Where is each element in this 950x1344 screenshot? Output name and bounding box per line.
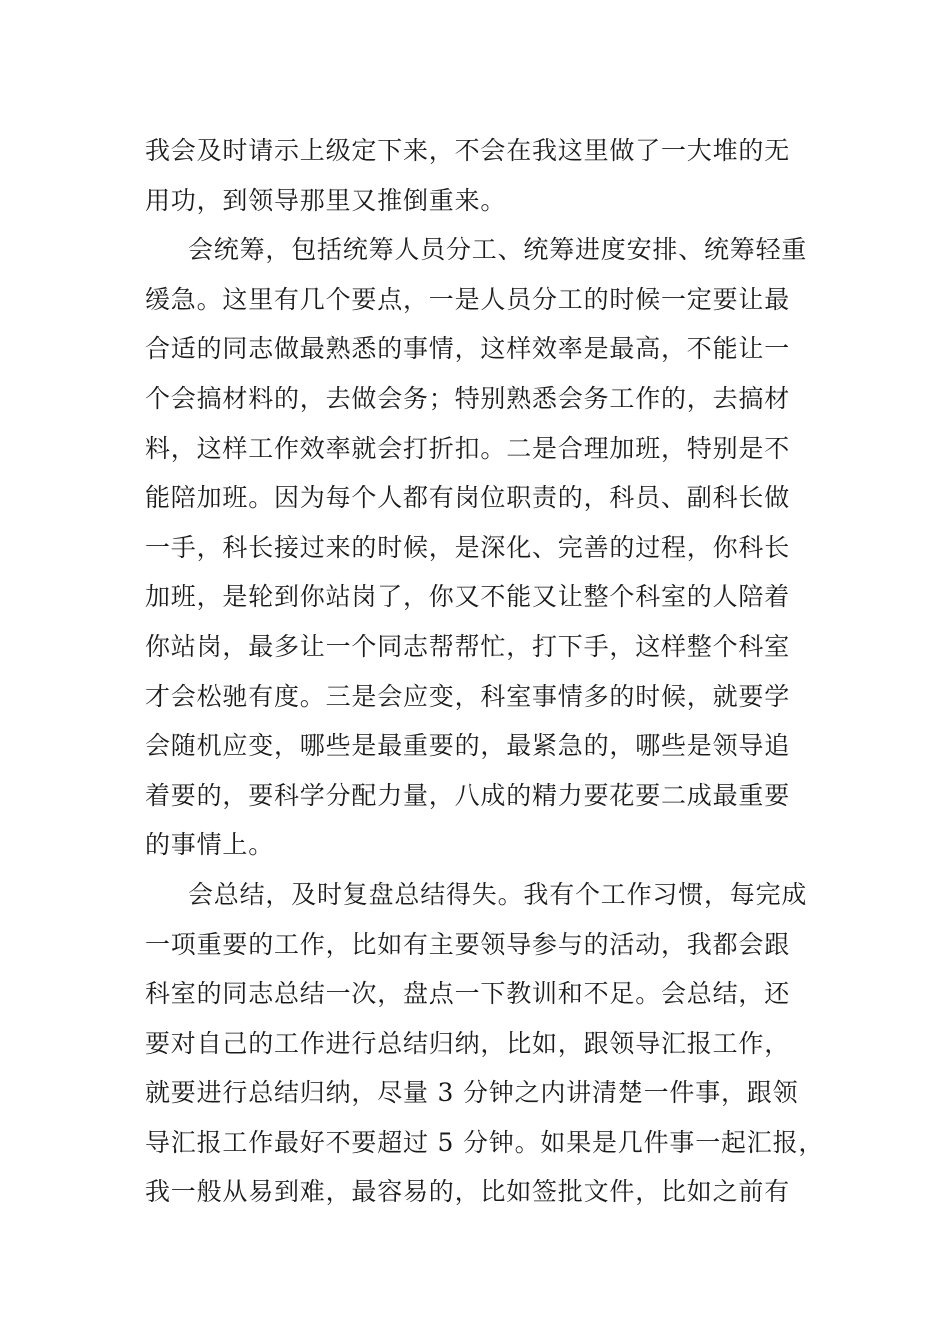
text-line: 要对自己的工作进行总结归纳，比如，跟领导汇报工作， [145, 1028, 791, 1058]
text-line: 缓急。这里有几个要点，一是人员分工的时候一定要让最 [145, 284, 791, 314]
text-line: 你站岗，最多让一个同志帮帮忙，打下手，这样整个科室 [145, 631, 791, 661]
text-line: 我一般从易到难，最容易的，比如签批文件，比如之前有 [145, 1177, 791, 1207]
text-line: 导汇报工作最好不要超过 5 分钟。如果是几件事一起汇报， [145, 1127, 825, 1157]
text-line: 合适的同志做最熟悉的事情，这样效率是最高，不能让一 [145, 334, 791, 364]
text-line: 个会搞材料的，去做会务；特别熟悉会务工作的，去搞材 [145, 383, 791, 413]
text-line: 加班，是轮到你站岗了，你又不能又让整个科室的人陪着 [145, 582, 791, 612]
text-line: 一手，科长接过来的时候，是深化、完善的过程，你科长 [145, 532, 791, 562]
paragraph-start-line: 会统筹，包括统筹人员分工、统筹进度安排、统筹轻重 [188, 235, 808, 265]
text-line: 就要进行总结归纳，尽量 3 分钟之内讲清楚一件事，跟领 [145, 1078, 799, 1108]
text-line: 着要的，要科学分配力量，八成的精力要花要二成最重要 [145, 780, 791, 810]
text-line: 能陪加班。因为每个人都有岗位职责的，科员、副科长做 [145, 483, 791, 513]
text-line: 一项重要的工作，比如有主要领导参与的活动，我都会跟 [145, 929, 791, 959]
text-line: 用功，到领导那里又推倒重来。 [145, 185, 507, 215]
text-line: 我会及时请示上级定下来，不会在我这里做了一大堆的无 [145, 136, 791, 165]
text-line: 的事情上。 [145, 830, 275, 860]
text-line: 才会松驰有度。三是会应变，科室事情多的时候，就要学 [145, 681, 791, 711]
text-line: 料，这样工作效率就会打折扣。二是合理加班，特别是不 [145, 433, 791, 463]
body-text [145, 126, 835, 1217]
text-line: 会随机应变，哪些是最重要的，最紧急的，哪些是领导追 [145, 731, 791, 761]
paragraph-start-line: 会总结，及时复盘总结得失。我有个工作习惯，每完成 [188, 879, 808, 909]
text-line: 科室的同志总结一次，盘点一下教训和不足。会总结，还 [145, 979, 791, 1009]
